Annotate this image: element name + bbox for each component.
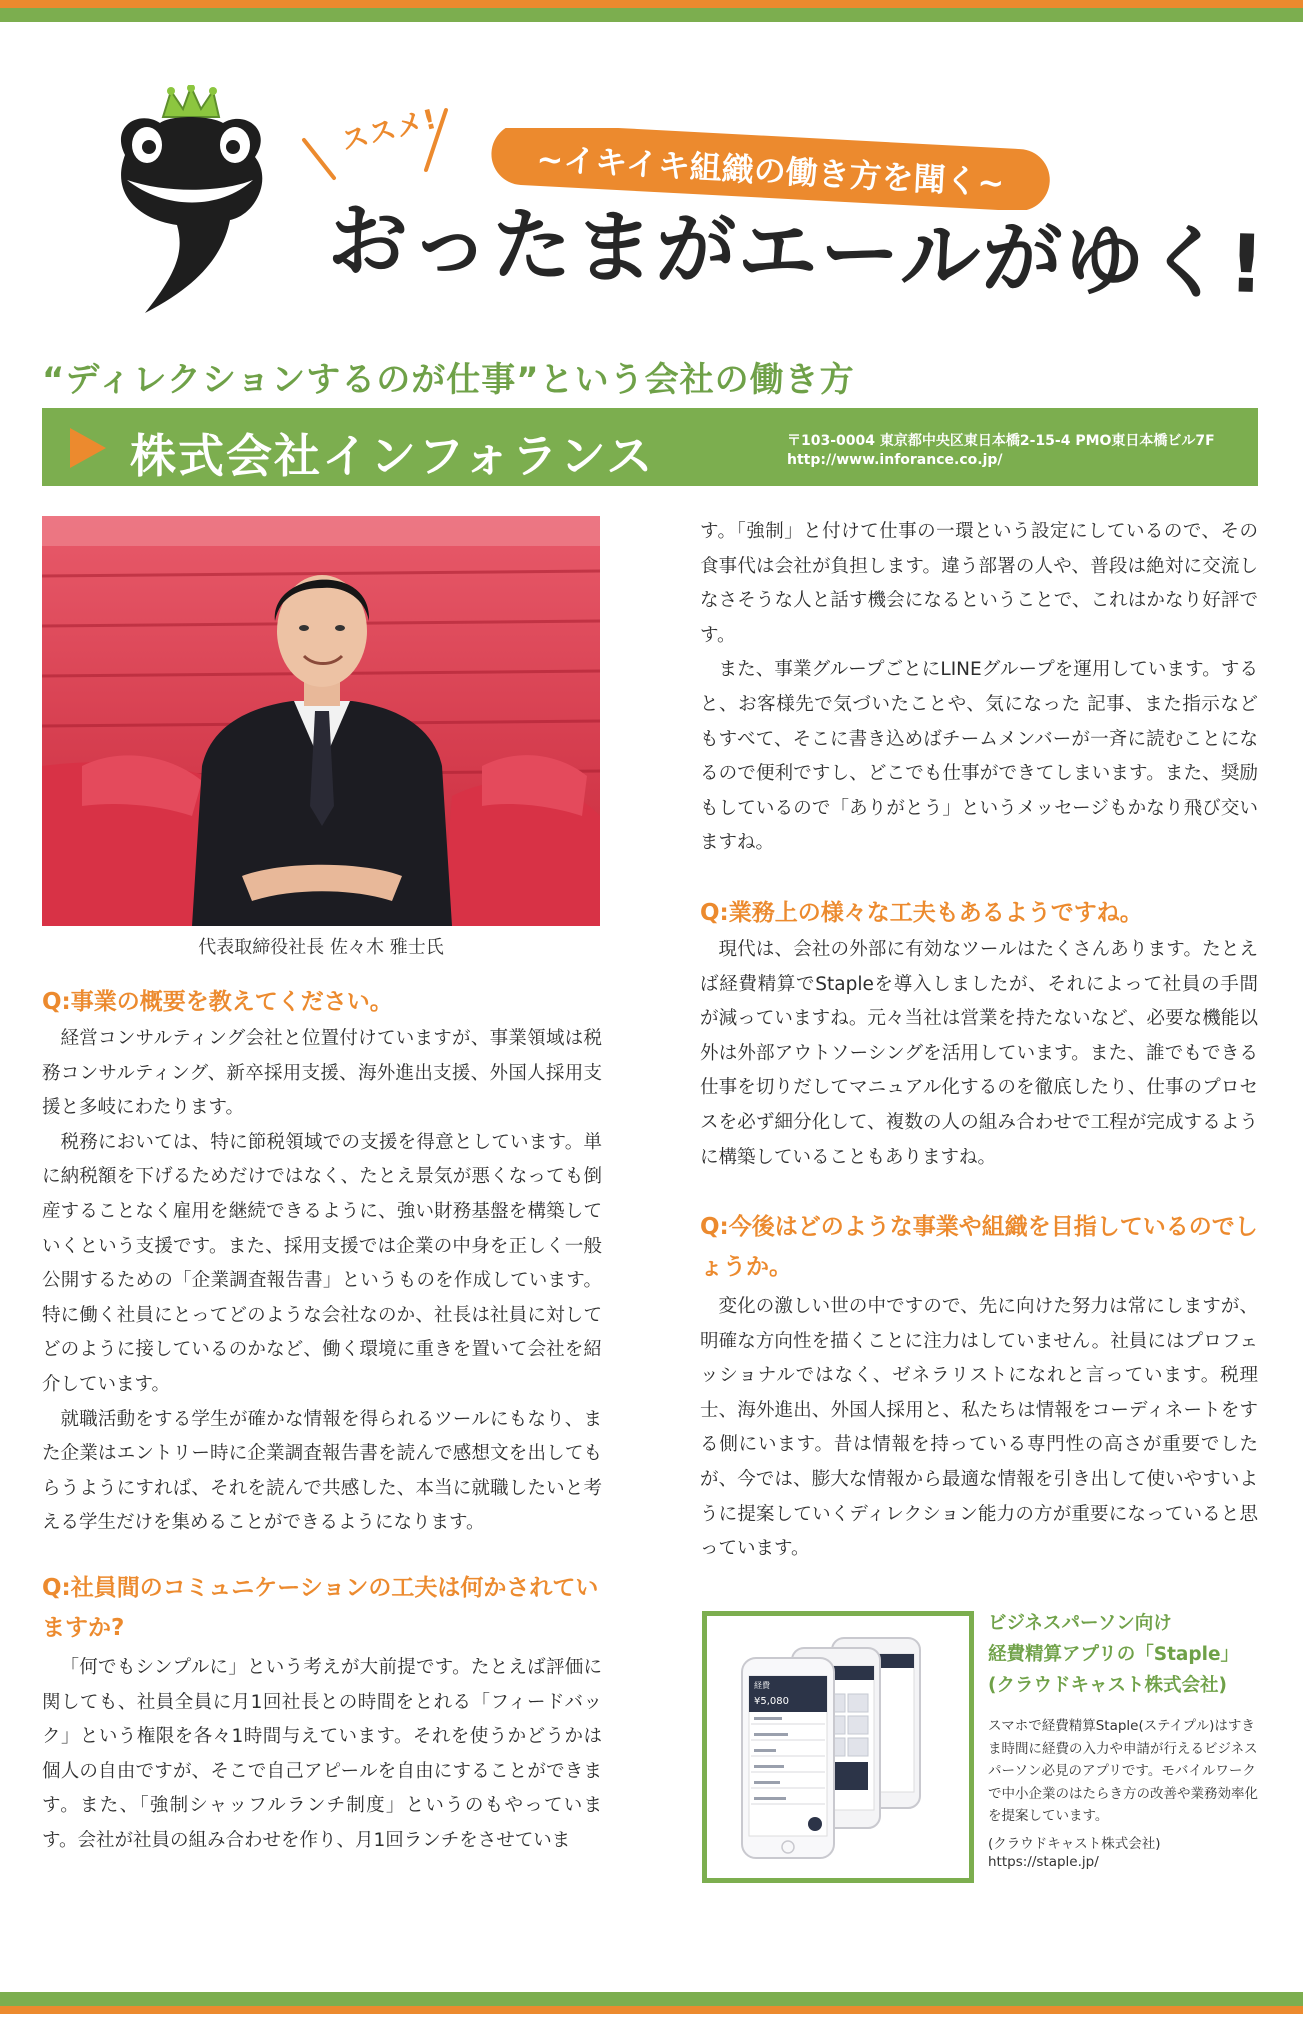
answer-business-overview bbox=[42, 1022, 602, 1541]
frog-mascot-icon bbox=[105, 85, 275, 320]
phone-header: 経費 bbox=[754, 1681, 770, 1690]
app-description: スマホで経費精算Staple(ステイプル)はすきま時間に経費の入力や申請が行えるビジネスパーソン必見のアプリです。モバイルワークで中小企業のはたらき方の改善や業務効率化を提案しています。 bbox=[988, 1718, 1258, 1824]
app-credit: (クラウドキャスト株式会社) bbox=[988, 1836, 1161, 1852]
question-communication: Q:社員間のコミュニケーションの工夫は何かされていますか? bbox=[42, 1575, 599, 1641]
staple-app-image-frame bbox=[702, 1611, 974, 1883]
app-title bbox=[988, 1608, 1258, 1701]
paragraph: 経営コンサルティング会社と位置付けていますが、事業領域は税務コンサルティング、新卒採用支援、海外進出支援、外国人採用支援と多岐にわたります。 bbox=[42, 1028, 602, 1119]
company-url[interactable]: http://www.inforance.co.jp/ bbox=[787, 452, 1003, 468]
company-name: 株式会社インフォランス bbox=[130, 429, 655, 483]
bottom-stripe bbox=[0, 1992, 1303, 2014]
paragraph: また、事業グループごとにLINEグループを運用しています。すると、お客様先で気づいたことや、気になった 記事、また指示などもすべて、そこに書き込めばチームメンバーが一斉に読むことになるので便利ですし、どこでも仕事ができてしまいます。また、奨励もしているので「ありがとう」というメッセージもかなり飛び交いますね。 bbox=[700, 659, 1258, 854]
app-title-line: 経費精算アプリの「Staple」 bbox=[988, 1644, 1240, 1665]
bottom-stripe-green bbox=[0, 1992, 1303, 2006]
paragraph: す。「強制」と付けて仕事の一環という設定にしているので、その食事代は会社が負担します。違う部署の人や、普段は絶対に交流しなさそうな人と話す機会になるということで、これはかなり好評です。 bbox=[700, 521, 1258, 646]
question-future: Q:今後はどのような事業や組織を目指しているのでしょうか。 bbox=[700, 1214, 1258, 1280]
paragraph: 変化の激しい世の中ですので、先に向けた努力は常にしますが、明確な方向性を描くことに注力はしていません。社員にはプロフェッショナルではなく、ゼネラリストになれと言っています。税理士、海外進出、外国人採用と、私たちは情報をコーディネートをする側にいます。昔は情報を持っている専門性の高さが重要でしたが、今では、膨大な情報から最適な情報を引き出して使いやすいように提案していくディレクション能力の方が重要になっていると思っています。 bbox=[700, 1296, 1258, 1560]
answer-future bbox=[700, 1290, 1258, 1567]
bottom-stripe-orange bbox=[0, 2006, 1303, 2014]
company-address: 〒103-0004 東京都中央区東日本橋2-15-4 PMO東日本橋ビル7F bbox=[787, 433, 1215, 449]
top-stripe bbox=[0, 0, 1303, 22]
app-title-line: (クラウドキャスト株式会社) bbox=[988, 1675, 1227, 1696]
top-stripe-orange bbox=[0, 0, 1303, 8]
susume-label: ススメ! bbox=[338, 103, 441, 158]
subtitle-text: ~イキイキ組織の働き方を聞く~ bbox=[535, 139, 1006, 203]
ceo-photo bbox=[42, 516, 600, 926]
company-bar bbox=[42, 408, 1258, 486]
photo-caption: 代表取締役社長 佐々木 雅士氏 bbox=[198, 937, 444, 958]
app-url[interactable]: https://staple.jp/ bbox=[988, 1854, 1099, 1870]
paragraph: 現代は、会社の外部に有効なツールはたくさんあります。たとえば経費精算でStapleを導入しましたが、それによって社員の手間が減っていますね。元々当社は営業を持たないなど、必要な機能以外は外部アウトソーシングを活用しています。また、誰でもできる仕事を切りだしてマニュアル化するのを徹底したり、仕事のプロセスを必ず細分化して、複数の人の組み合わせで工程が完成するように構築していることもありますね。 bbox=[700, 939, 1258, 1168]
app-title-line: ビジネスパーソン向け bbox=[988, 1613, 1172, 1634]
paragraph: 就職活動をする学生が確かな情報を得られるツールにもなり、また企業はエントリー時に企業調査報告書を読んで感想文を出してもらうようにすれば、それを読んで共感した、本当に就職したいと考える学生だけを集めることができるようになります。 bbox=[42, 1408, 602, 1534]
play-triangle-icon bbox=[70, 428, 106, 468]
paragraph: 税務においては、特に節税領域での支援を得意としています。単に納税額を下げるためだけではなく、たとえ景気が悪くなっても倒産することなく雇用を継続できるように、強い財務基盤を構築していくという支援です。また、採用支援では企業の中身を正しく一般公開するための「企業調査報告書」というものを作成しています。特に働く社員にとってどのような会社なのか、社長は社員に対してどのように接しているのかなど、働く環境に重きを置いて会社を紹介しています。 bbox=[42, 1131, 602, 1395]
answer-communication bbox=[42, 1651, 602, 1859]
question-business-overview: Q:事業の概要を教えてください。 bbox=[42, 989, 393, 1015]
headline: “ディレクションするのが仕事”という会社の働き方 bbox=[42, 360, 855, 400]
answer-business-ideas bbox=[700, 933, 1258, 1175]
top-stripe-green bbox=[0, 8, 1303, 22]
paragraph: 「何でもシンプルに」という考えが大前提です。たとえば評価に関しても、社員全員に月1回社長との時間をとれる「フィードバック」という権限を各々1時間与えています。それを使うかどうかは個人の自由ですが、そこで自己アピールを自由にすることができます。また、「強制シャッフルランチ制度」というのもやっています。会社が社員の組み合わせを作り、月1回ランチをさせていま bbox=[42, 1657, 602, 1851]
smartphones-illustration bbox=[707, 1616, 969, 1878]
question-business-ideas: Q:業務上の様々な工夫もあるようですね。 bbox=[700, 900, 1143, 926]
answer-communication-continued bbox=[700, 515, 1258, 861]
phone-amount: ¥5,080 bbox=[754, 1696, 789, 1707]
main-title: おったまがエールがゆく! bbox=[326, 193, 1268, 312]
